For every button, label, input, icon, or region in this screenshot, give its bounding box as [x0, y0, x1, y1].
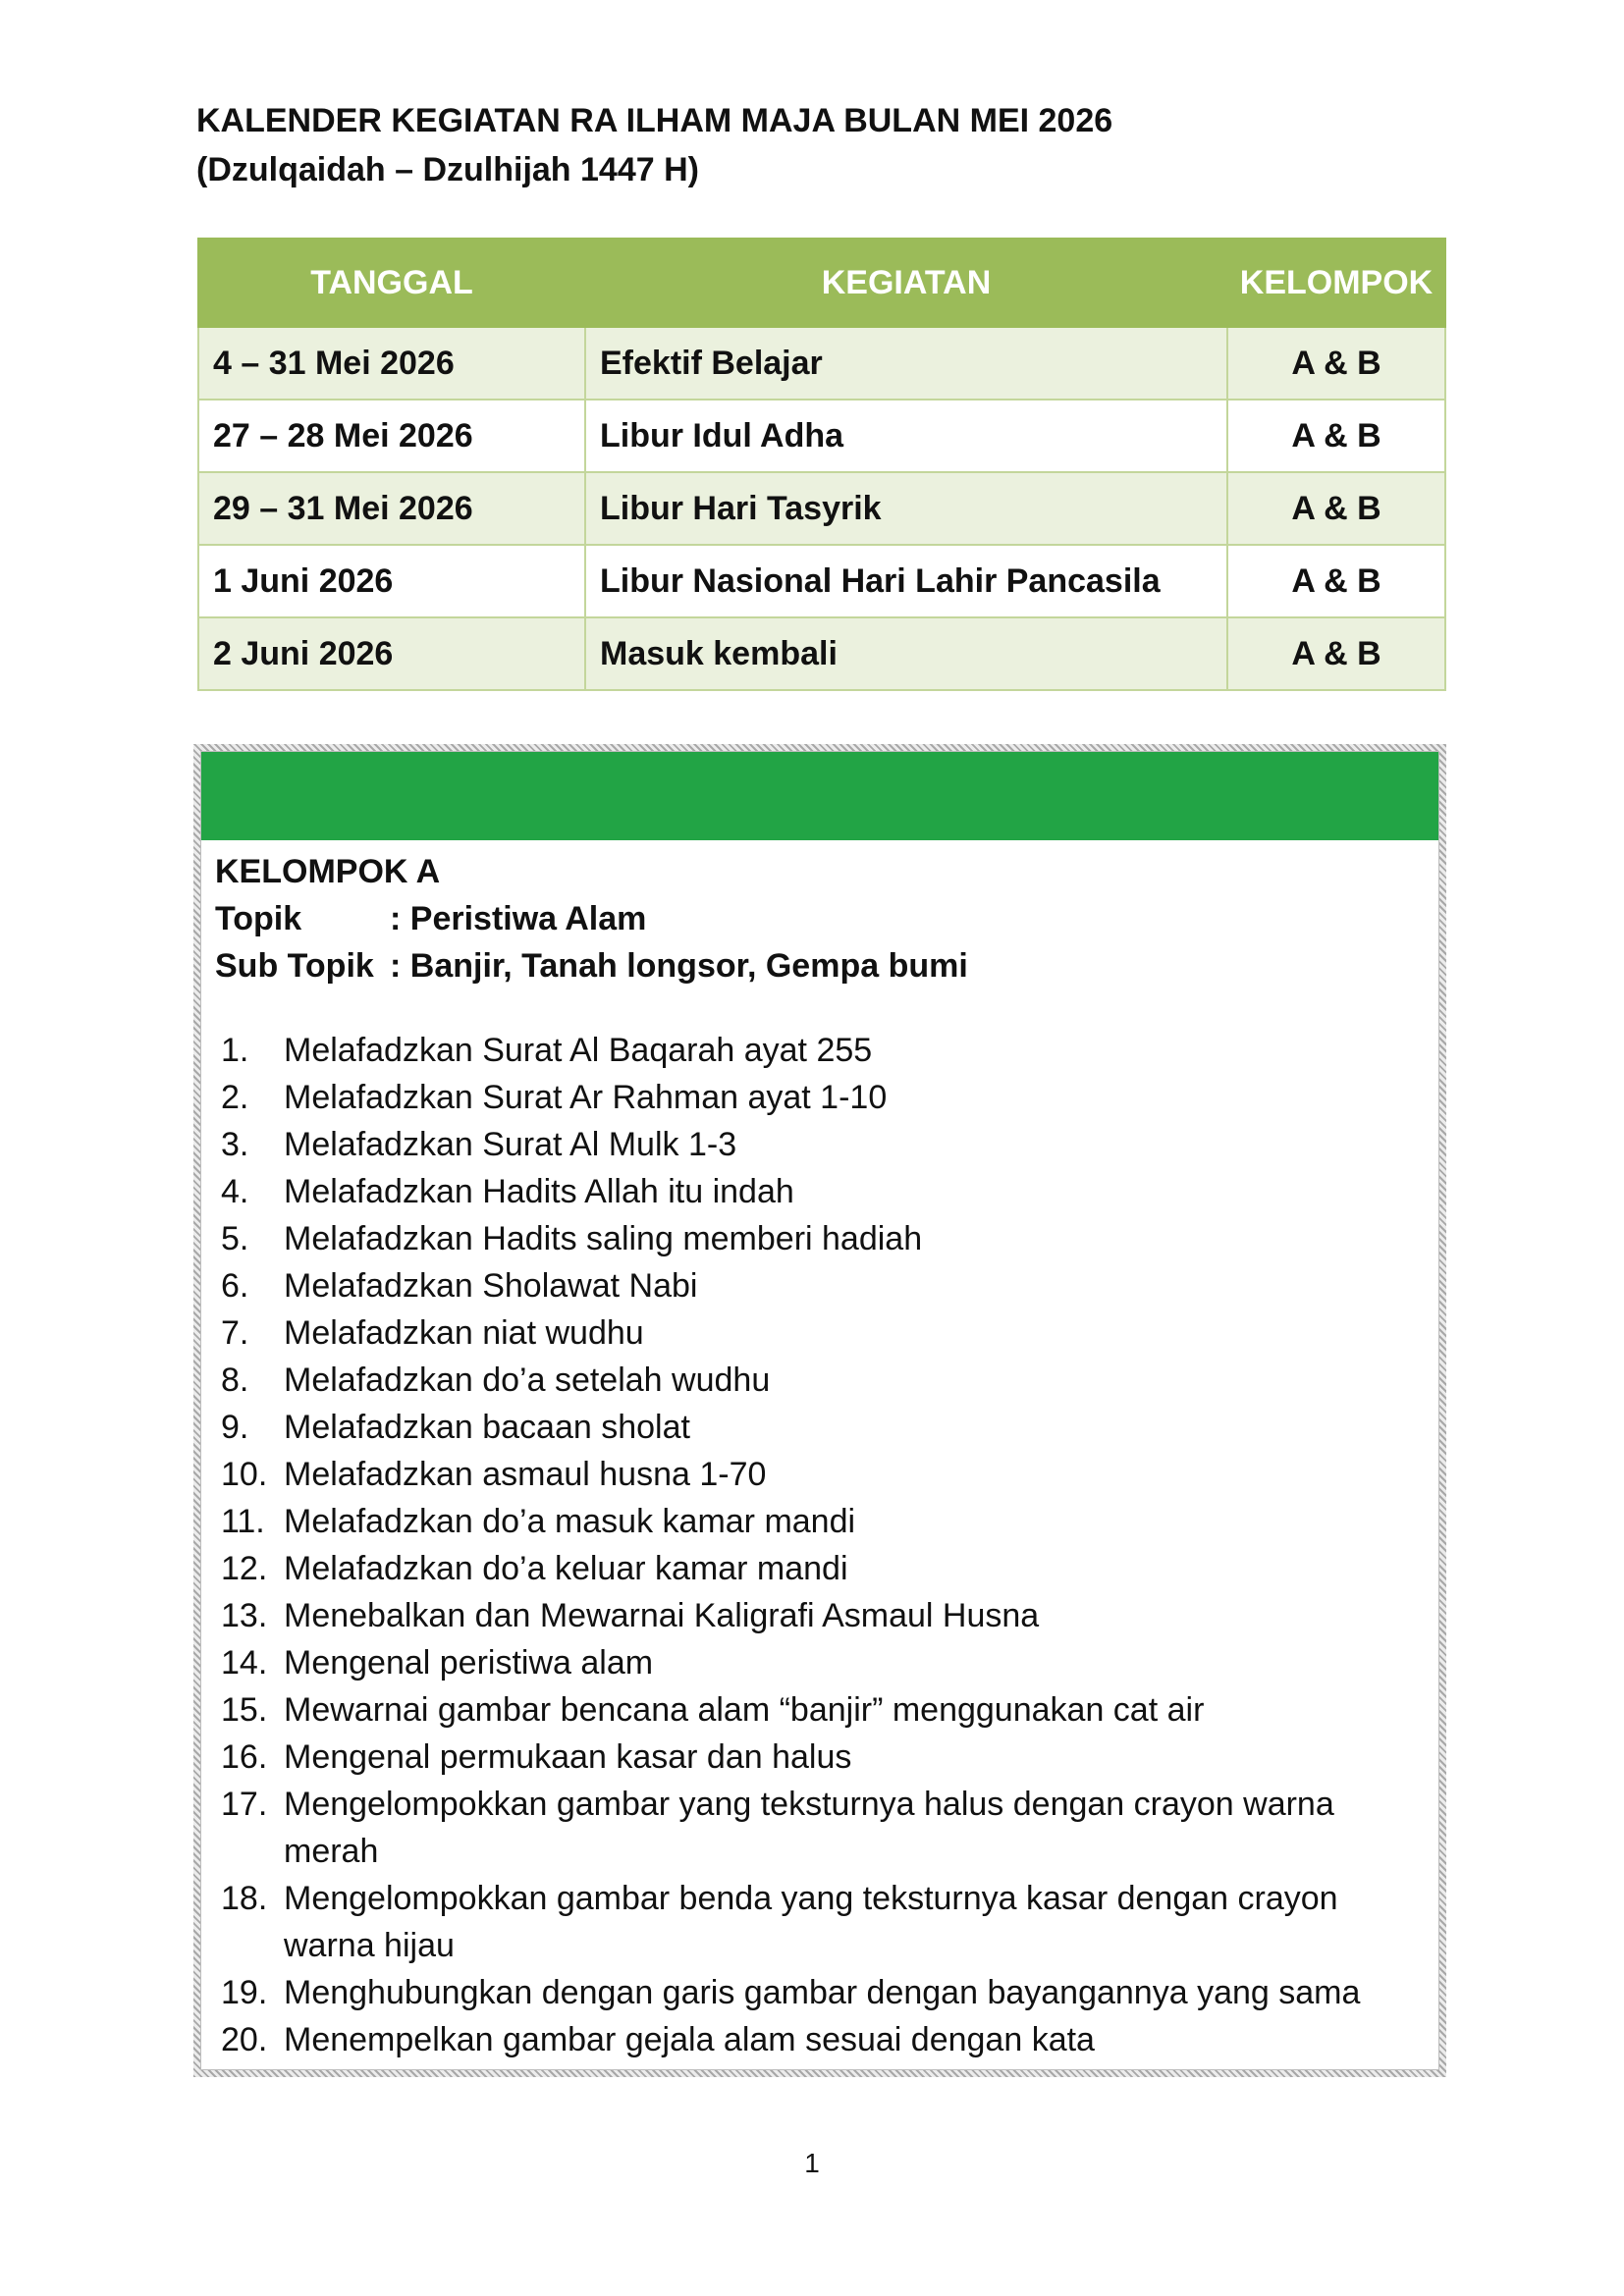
- title-line-2: (Dzulqaidah – Dzulhijah 1447 H): [196, 151, 699, 188]
- group-a-box: [193, 744, 1446, 2077]
- item-number: 19.: [221, 1974, 268, 2011]
- item-number: 3.: [221, 1126, 249, 1163]
- item-text: Melafadzkan asmaul husna 1-70: [284, 1456, 767, 1493]
- list-item: [215, 1027, 1425, 1074]
- cell-kegiatan: Libur Nasional Hari Lahir Pancasila: [585, 545, 1227, 617]
- list-item: [215, 2016, 1425, 2063]
- item-number: 2.: [221, 1079, 249, 1116]
- subtopic-row: [215, 942, 1425, 989]
- item-number: 10.: [221, 1456, 268, 1493]
- table-row: [198, 545, 1445, 617]
- calendar-table: [197, 238, 1446, 691]
- item-text: Mengenal peristiwa alam: [284, 1644, 654, 1682]
- item-number: 15.: [221, 1691, 268, 1729]
- item-number: 16.: [221, 1738, 268, 1776]
- list-item: [215, 1545, 1425, 1592]
- item-text: Melafadzkan do’a setelah wudhu: [284, 1362, 771, 1399]
- item-number: 8.: [221, 1362, 249, 1399]
- item-text: Melafadzkan niat wudhu: [284, 1314, 644, 1352]
- item-text: Melafadzkan Surat Al Mulk 1-3: [284, 1126, 737, 1163]
- group-a-panel: [200, 751, 1439, 2070]
- list-item: [215, 1215, 1425, 1262]
- header-tanggal: TANGGAL: [198, 239, 585, 327]
- subtopic-key: Sub Topik: [215, 947, 374, 985]
- cell-kelompok: A & B: [1227, 545, 1445, 617]
- item-text: Melafadzkan Sholawat Nabi: [284, 1267, 698, 1305]
- topic-row: [215, 895, 1425, 942]
- topic-value: : Peristiwa Alam: [390, 900, 647, 937]
- group-label: KELOMPOK A: [215, 853, 441, 890]
- group-header-bar: [201, 752, 1438, 840]
- list-item: [215, 1168, 1425, 1215]
- list-item: [215, 1309, 1425, 1357]
- cell-kegiatan: Libur Hari Tasyrik: [585, 472, 1227, 545]
- header-kelompok: KELOMPOK: [1227, 239, 1445, 327]
- item-number: 7.: [221, 1314, 249, 1352]
- table-row: [198, 617, 1445, 690]
- cell-kelompok: A & B: [1227, 400, 1445, 472]
- item-number: 20.: [221, 2021, 268, 2058]
- list-item: [215, 1639, 1425, 1686]
- list-item: [215, 1074, 1425, 1121]
- item-text: Mengelompokkan gambar yang teksturnya halus dengan crayon warna merah: [284, 1786, 1334, 1870]
- item-text: Menempelkan gambar gejala alam sesuai dengan kata: [284, 2021, 1095, 2058]
- table-row: [198, 472, 1445, 545]
- item-number: 9.: [221, 1409, 249, 1446]
- page-number: 1: [804, 2148, 820, 2178]
- list-item: [215, 1734, 1425, 1781]
- group-content: [201, 840, 1438, 2063]
- cell-tanggal: 27 – 28 Mei 2026: [198, 400, 585, 472]
- item-text: Mengelompokkan gambar benda yang teksturnya kasar dengan crayon warna hijau: [284, 1880, 1338, 1964]
- list-item: [215, 1875, 1425, 1969]
- item-number: 12.: [221, 1550, 268, 1587]
- item-number: 14.: [221, 1644, 268, 1682]
- item-number: 11.: [221, 1503, 265, 1540]
- table-row: [198, 400, 1445, 472]
- item-text: Melafadzkan bacaan sholat: [284, 1409, 690, 1446]
- item-number: 6.: [221, 1267, 249, 1305]
- list-item: [215, 1357, 1425, 1404]
- item-text: Melafadzkan do’a keluar kamar mandi: [284, 1550, 848, 1587]
- item-text: Menebalkan dan Mewarnai Kaligrafi Asmaul Husna: [284, 1597, 1040, 1634]
- list-item: [215, 1781, 1425, 1875]
- list-item: [215, 1451, 1425, 1498]
- cell-kelompok: A & B: [1227, 472, 1445, 545]
- list-item: [215, 1969, 1425, 2016]
- cell-tanggal: 1 Juni 2026: [198, 545, 585, 617]
- cell-kegiatan: Masuk kembali: [585, 617, 1227, 690]
- item-number: 1.: [221, 1032, 249, 1069]
- list-item: [215, 1592, 1425, 1639]
- item-text: Mewarnai gambar bencana alam “banjir” menggunakan cat air: [284, 1691, 1205, 1729]
- table-row: [198, 327, 1445, 400]
- item-text: Melafadzkan Hadits Allah itu indah: [284, 1173, 794, 1210]
- activity-list: [215, 1027, 1425, 2063]
- list-item: [215, 1262, 1425, 1309]
- page-title: [196, 96, 1473, 194]
- item-number: 17.: [221, 1786, 268, 1823]
- item-number: 13.: [221, 1597, 268, 1634]
- topic-key: Topik: [215, 900, 302, 937]
- header-kegiatan: KEGIATAN: [585, 239, 1227, 327]
- calendar-header-row: [198, 239, 1445, 327]
- item-text: Menghubungkan dengan garis gambar dengan bayangannya yang sama: [284, 1974, 1361, 2011]
- item-text: Melafadzkan Hadits saling memberi hadiah: [284, 1220, 923, 1257]
- item-text: Melafadzkan Surat Ar Rahman ayat 1-10: [284, 1079, 888, 1116]
- item-number: 4.: [221, 1173, 249, 1210]
- cell-kegiatan: Libur Idul Adha: [585, 400, 1227, 472]
- cell-tanggal: 2 Juni 2026: [198, 617, 585, 690]
- cell-kelompok: A & B: [1227, 327, 1445, 400]
- item-number: 5.: [221, 1220, 249, 1257]
- cell-kelompok: A & B: [1227, 617, 1445, 690]
- list-item: [215, 1121, 1425, 1168]
- cell-kegiatan: Efektif Belajar: [585, 327, 1227, 400]
- item-text: Melafadzkan do’a masuk kamar mandi: [284, 1503, 856, 1540]
- cell-tanggal: 4 – 31 Mei 2026: [198, 327, 585, 400]
- list-item: [215, 1686, 1425, 1734]
- cell-tanggal: 29 – 31 Mei 2026: [198, 472, 585, 545]
- list-item: [215, 1498, 1425, 1545]
- item-text: Mengenal permukaan kasar dan halus: [284, 1738, 852, 1776]
- subtopic-value: : Banjir, Tanah longsor, Gempa bumi: [390, 947, 968, 985]
- item-number: 18.: [221, 1880, 268, 1917]
- title-line-1: KALENDER KEGIATAN RA ILHAM MAJA BULAN MEI 2026: [196, 102, 1113, 139]
- item-text: Melafadzkan Surat Al Baqarah ayat 255: [284, 1032, 873, 1069]
- list-item: [215, 1404, 1425, 1451]
